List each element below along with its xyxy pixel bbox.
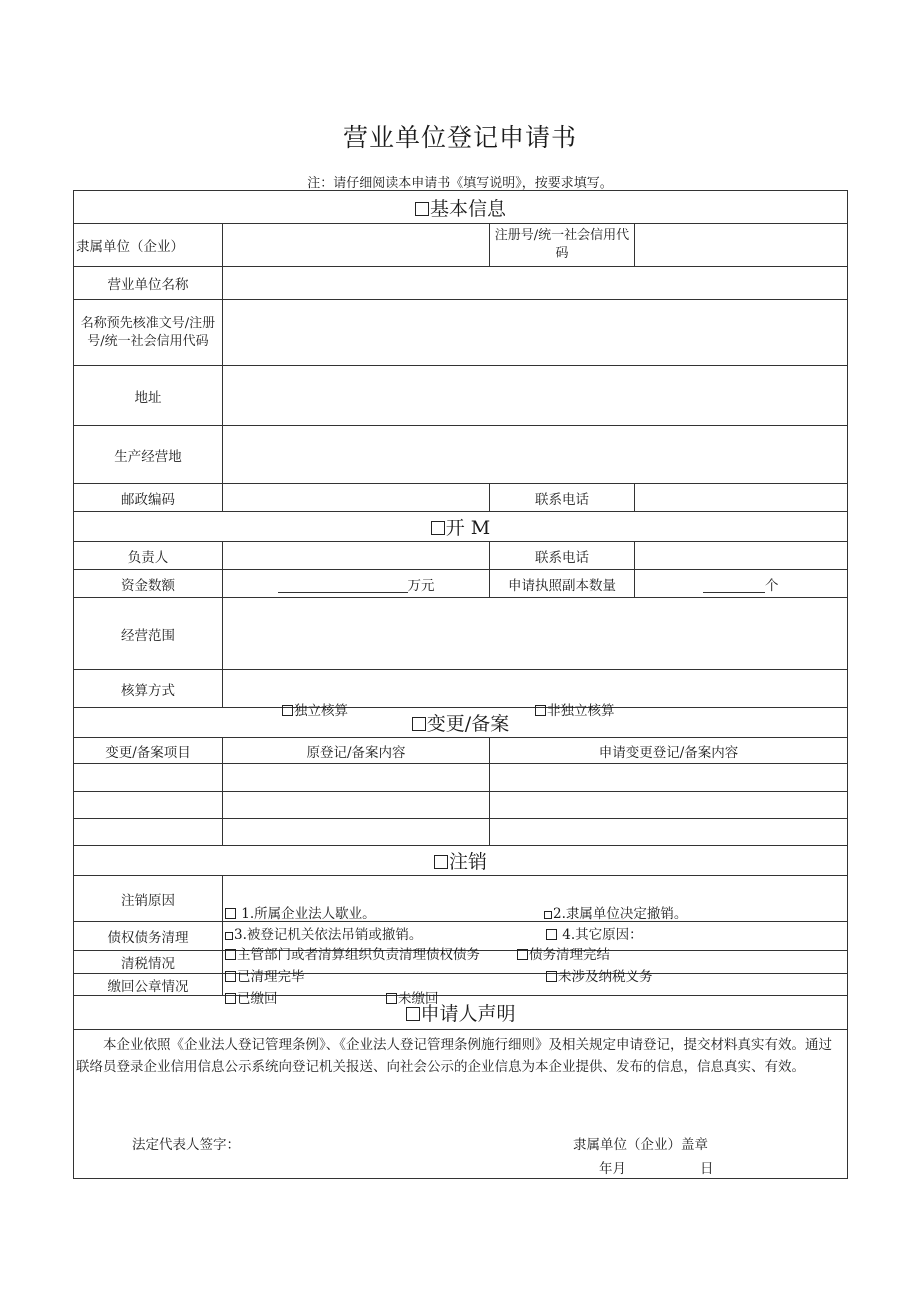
reg-no-label: 注册号/统一社会信用代码 (490, 224, 635, 267)
section-basic-title: 基本信息 (430, 197, 507, 220)
application-form (73, 190, 848, 1179)
option-label: 未涉及纳税义务 (558, 969, 653, 985)
debt-label: 债权债务清理 (74, 922, 223, 951)
checkbox[interactable] (225, 908, 236, 919)
section-checkbox[interactable] (412, 717, 426, 731)
checkbox[interactable] (544, 911, 552, 919)
cancel-reason-options (223, 876, 848, 943)
reason-2[interactable] (544, 902, 687, 922)
declaration-body (74, 1030, 848, 1179)
option-non-independent[interactable] (535, 699, 615, 719)
capital-label: 资金数额 (74, 570, 223, 598)
affiliated-unit-label: 隶属单位（企业） (74, 224, 223, 267)
option-label: 独立核算 (294, 702, 348, 719)
accounting-label: 核算方式 (74, 670, 223, 708)
table-row (74, 819, 848, 846)
name-approval-field[interactable] (223, 300, 848, 366)
table-row (74, 792, 848, 819)
section-checkbox[interactable] (406, 1007, 420, 1021)
checkbox[interactable] (282, 705, 293, 716)
section-cancel (74, 846, 848, 876)
affiliated-unit-field[interactable] (223, 224, 490, 267)
tax-label: 清税情况 (74, 951, 223, 974)
person-in-charge-field[interactable] (223, 542, 490, 570)
option-label: 1.所属企业法人歇业。 (241, 905, 376, 922)
unit-name-label: 营业单位名称 (74, 267, 223, 300)
section-change-title: 变更/备案 (426, 713, 510, 735)
section-basic-info (74, 191, 848, 224)
fill-note: 注：请仔细阅读本申请书《填写说明》，按要求填写。 (307, 176, 613, 191)
section-open (74, 512, 848, 542)
seal-option-2[interactable] (386, 987, 439, 1007)
option-label: 2.隶属单位决定撤销。 (553, 905, 688, 922)
tax-option-1[interactable] (225, 965, 305, 985)
declaration-text: 本企业依照《企业法人登记管理条例》、《企业法人登记管理条例施行细则》及相关规定申请登记，提交材料真实有效。通过联络员登录企业信用信息公示系统向登记机关报送、向社会公示的企业信息为本企业提供、发布的信息，信息真实、有效。 (76, 1037, 832, 1075)
checkbox[interactable] (225, 949, 236, 960)
section-checkbox[interactable] (431, 521, 445, 535)
seal-option-1[interactable] (225, 987, 278, 1007)
name-approval-label: 名称预先核准文号/注册号/统一社会信用代码 (74, 300, 223, 366)
date-day: 日 (700, 1161, 714, 1177)
seal-options (223, 974, 848, 1007)
checkbox[interactable] (546, 929, 557, 940)
new-content-cell[interactable] (490, 819, 848, 846)
unit-seal-label: 隶属单位（企业）盖章 (573, 1137, 708, 1153)
checkbox[interactable] (535, 705, 546, 716)
accounting-options (223, 670, 848, 719)
capital-field[interactable] (223, 570, 490, 598)
option-label: 3.被登记机关依法吊销或撤销。 (234, 926, 423, 943)
change-item-header: 变更/备案项目 (74, 738, 223, 764)
new-content-cell[interactable] (490, 792, 848, 819)
original-content-header: 原登记/备案内容 (223, 738, 490, 764)
copies-field[interactable] (635, 570, 848, 598)
address-field[interactable] (223, 366, 848, 426)
section-cancel-title: 注销 (449, 851, 488, 873)
section-checkbox[interactable] (434, 855, 448, 869)
copies-unit: 个 (765, 577, 779, 594)
change-item-cell[interactable] (74, 764, 223, 792)
cancel-reason-label: 注销原因 (74, 876, 223, 922)
option-label: 主管部门或者清算组织负责清理债权债务 (237, 947, 480, 963)
checkbox[interactable] (225, 971, 236, 982)
reason-3[interactable] (225, 923, 422, 943)
postal-code-label: 邮政编码 (74, 484, 223, 512)
production-site-field[interactable] (223, 426, 848, 484)
section-change (74, 708, 848, 738)
option-label: 已清理完毕 (237, 969, 305, 985)
new-content-header: 申请变更登记/备案内容 (490, 738, 848, 764)
original-content-cell[interactable] (223, 792, 490, 819)
postal-code-field[interactable] (223, 484, 490, 512)
seal-label: 缴回公章情况 (74, 974, 223, 996)
section-open-title: 开 M (445, 517, 491, 539)
original-content-cell[interactable] (223, 819, 490, 846)
option-label: 已缴回 (237, 990, 278, 1007)
table-row (74, 764, 848, 792)
reg-no-field[interactable] (635, 224, 848, 267)
debt-option-2[interactable] (517, 943, 610, 963)
open-phone-label: 联系电话 (490, 542, 635, 570)
reason-4[interactable] (546, 923, 643, 943)
phone-field[interactable] (635, 484, 848, 512)
phone-label: 联系电话 (490, 484, 635, 512)
section-checkbox[interactable] (415, 202, 429, 216)
tax-option-2[interactable] (546, 965, 653, 985)
option-label: 非独立核算 (547, 702, 615, 719)
person-in-charge-label: 负责人 (74, 542, 223, 570)
copies-blank[interactable] (703, 578, 765, 593)
reason-1[interactable] (225, 902, 376, 922)
production-site-label: 生产经营地 (74, 426, 223, 484)
section-declaration-title: 申请人声明 (420, 1003, 516, 1025)
checkbox[interactable] (517, 949, 528, 960)
checkbox[interactable] (546, 971, 557, 982)
change-item-cell[interactable] (74, 792, 223, 819)
unit-name-field[interactable] (223, 267, 848, 300)
option-label: 4.其它原因： (562, 926, 643, 943)
open-phone-field[interactable] (635, 542, 848, 570)
scope-label: 经营范围 (74, 598, 223, 670)
date-year-month: 年月 (599, 1161, 626, 1177)
copies-label: 申请执照副本数量 (490, 570, 635, 598)
capital-unit: 万元 (407, 577, 435, 594)
checkbox[interactable] (225, 993, 236, 1004)
checkbox[interactable] (386, 993, 397, 1004)
page-title: 营业单位登记申请书 (342, 123, 577, 152)
option-independent[interactable] (282, 699, 348, 719)
address-label: 地址 (74, 366, 223, 426)
legal-rep-signature: 法定代表人签字： (132, 1137, 240, 1153)
option-label: 未缴回 (398, 990, 439, 1007)
capital-blank[interactable] (278, 578, 408, 593)
original-content-cell[interactable] (223, 764, 490, 792)
checkbox[interactable] (225, 932, 233, 940)
scope-field[interactable] (223, 598, 848, 670)
change-item-cell[interactable] (74, 819, 223, 846)
debt-option-1[interactable] (225, 943, 480, 963)
section-declaration (74, 996, 848, 1030)
option-label: 债务清理完结 (529, 947, 610, 963)
new-content-cell[interactable] (490, 764, 848, 792)
